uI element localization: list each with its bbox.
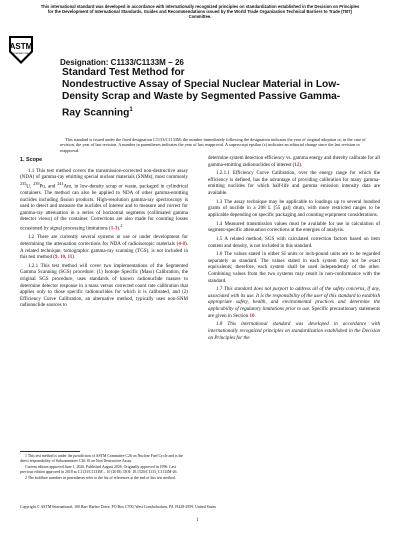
footnote: 2 The boldface numbers in parentheses refer to the list of references at the end of this test method. [25,476,176,481]
svg-text:INTERNATIONAL: INTERNATIONAL [12,53,30,55]
paragraph-1-8: 1.8 This international standard was developed in accordance with internationally recognized principles on standardization established in the Decision on Principles for the [208,321,380,341]
page-number: 1 [196,518,199,523]
right-column [208,155,380,343]
footnote-divider [20,451,80,452]
reference-link[interactable]: 10 [249,312,255,319]
footnotes [20,454,190,483]
document-title [62,67,372,119]
paragraph-1-2: 1.2 There are currently several systems in use or under development for determining the attenuation corrections for NDA of radioisotopic materials (4-8). A related technique, tomographic gamma-ray scanning (TGS), is not included in this test method (9, 10, 11). [20,234,188,261]
reference-link[interactable]: 4-8 [178,240,186,247]
section-heading: 1. Scope [20,157,43,163]
paragraph-1-2-1: 1.2.1 This test method will cover two implementations of the Segmented Gamma Scanning (SGS) procedure: (1) Isotope Specific (Mass) Calibration, the original SGS procedure, uses standards of known radionuclide masses to determine detector response in a mass versus corrected count rate calibration that applies only to those specific radionuclides for which it is calibrated, and (2) Efficiency Curve Calibration, an alternative method, typically uses non-SNM radionuclide sources to [20,262,188,309]
svg-text:ASTM: ASTM [9,42,33,51]
paragraph-1-6: 1.6 The values stated in either SI units or inch-pound units are to be regarded separately as standard. The values stated in each system may not be exact equivalents; therefore, each system shall be used independently of the other. Combining values from the two systems may result in non-conformance with the standard. [208,251,380,284]
left-column [20,157,188,311]
paragraph-1-2-1-1: 1.2.1.1 Efficiency Curve Calibration, over the energy range for which the efficiency is defined, has the advantage of providing calibration for many gamma-emitting nuclides for which half-life and gamma emission intensity data are available. [208,170,380,197]
paragraph-1-5: 1.5 A related method, SGS with calculated correction factors based on item content and density, is not included in this standard. [208,235,380,249]
reference-link[interactable]: 9, 10, 11 [54,254,73,261]
astm-logo [7,34,35,66]
designation: Designation: C1133/C1133M − 26 [60,58,184,67]
title-line: Ray Scanning$^1$ [62,106,133,118]
footnote: 1 This test method is under the jurisdiction of ASTM Committee C26 on Nuclear Fuel Cycle and is the direct responsibility of Subcommittee C26.10 on Non Destructive Assay. [20,454,184,463]
title-line: Density Scrap and Waste by Segmented Passive Gamma- [62,91,341,103]
copyright-line: Copyright © ASTM International, 100 Barr Harbor Drive, PO Box C700, West Conshohocken, PA 19428-2959. United States [20,505,216,509]
footnote-ref[interactable]: 2 [120,223,123,229]
issuance-note: This standard is issued under the fixed designation C1133/C1133M; the number immediately following the designation indicates the year of original adoption or, in the case of revision, the year of last revision. A number in parentheses indicates the year of last reapproval. A superscript epsilon (ε) indicates an editorial change since the last revision or reapproval. [60,137,366,153]
paragraph-1-7: 1.7 This standard does not purport to address all of the safety concerns, if any, associated with its use. It is the responsibility of the user of this standard to establish appropriate safety, health, and environmental practices and determine the applicability of regulatory limitations prior to use. Specific precautionary statements are given in Section 10. [208,286,380,319]
title-line: Nondestructive Assay of Special Nuclear Material in Low- [62,79,340,91]
reference-link[interactable]: 12 [294,161,300,168]
title-line: Standard Test Method for [62,67,185,78]
footnote: Current edition approved June 1, 2026. Published August 2026. Originally approved in 1996. Last previous edition approved in 2018 as C1133/C1133M – 10 (2018). DOI: 10.1520/C1133_C1133M-26. [20,465,178,475]
paragraph-1-3: 1.3 The assay technique may be applicable to loadings up to several hundred grams of nuclide in a 208 L [55 gal] drum, with more restricted ranges to be applicable depending on specific packaging and counting equipment considerations. [208,198,380,218]
paragraph-1-1: 1.1 This test method covers the transmission-corrected non-destructive assay (NDA) of gamma-ray emitting special nuclear materials (SNMs), most commonly $^{235}$U, $^{239}$Pu, and $^{241}$Am, in low-density scrap or waste, packaged in cylindrical containers. The method can also be applied to NDA of other gamma-emitting nuclides including fission products. High-resolution gamma-ray spectroscopy is used to detect and measure the nuclides of interest and to measure and correct for gamma-ray attenuation in a series of horizontal segments (collimated gamma detector views) of the container. Corrections are also made for counting losses occasioned by signal processing limitations (1-3).$^2$ [20,167,188,232]
wto-notice: This international standard was developed in accordance with internationally recognized principles on standardization established in the Decision on Principles for the Development of International Standards, Guides and Recommendations issued by the World Trade Organization Technical Barriers to Trade (TBT) Committee. [40,4,360,20]
reference-link[interactable]: 1-3 [110,225,118,232]
paragraph-continuation: determine system detection efficiency vs. gamma energy and thereby calibrate for all gamma-emitting radionuclides of interest (12). [208,155,380,168]
title-footnote-ref: 1 [129,106,133,113]
paragraph-1-4: 1.4 Measured transmission values must be available for use in calculation of segment-specific attenuation corrections at the energies of analysis. [208,220,380,234]
